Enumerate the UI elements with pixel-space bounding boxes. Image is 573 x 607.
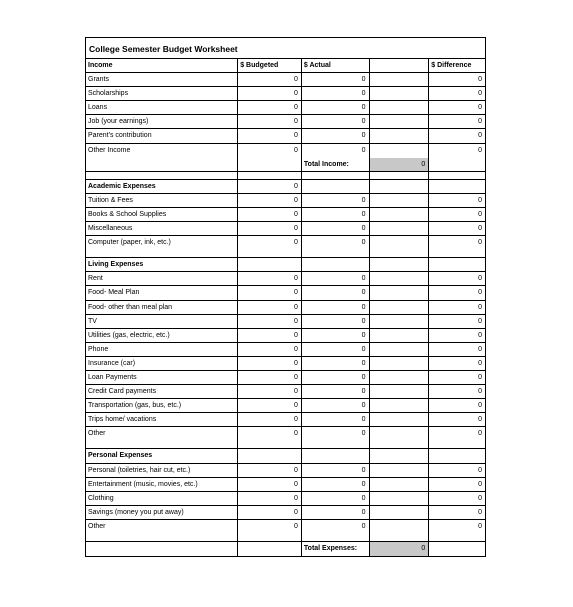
row-label: Job (your earnings) <box>86 115 238 128</box>
actual-cell[interactable]: 0 <box>302 464 370 477</box>
difference-cell: 0 <box>478 196 482 204</box>
difference-cell: 0 <box>478 416 482 424</box>
difference-cell: 0 <box>478 331 482 339</box>
budgeted-cell[interactable]: 0 <box>238 520 302 534</box>
header-row <box>86 59 485 73</box>
row-label: Rent <box>86 272 238 285</box>
blank-cell <box>370 87 430 100</box>
difference-cell: 0 <box>478 388 482 396</box>
difference-cell: 0 <box>478 494 482 502</box>
difference-cell: 0 <box>478 480 482 488</box>
difference-cell: 0 <box>478 132 482 140</box>
table-row <box>86 506 485 520</box>
total-expenses-label: Total Expenses: <box>302 542 370 556</box>
blank-cell <box>370 478 430 491</box>
blank-cell <box>370 399 430 412</box>
budgeted-cell[interactable]: 0 <box>238 236 302 250</box>
blank-cell <box>370 427 430 441</box>
difference-cell: 0 <box>478 90 482 98</box>
table-row <box>86 385 485 399</box>
difference-cell: 0 <box>478 275 482 283</box>
actual-cell[interactable]: 0 <box>302 343 370 356</box>
budgeted-cell[interactable]: 0 <box>238 87 302 100</box>
row-label: Tuition & Fees <box>86 194 238 207</box>
blank-cell <box>370 492 430 505</box>
actual-cell[interactable]: 0 <box>302 144 370 158</box>
table-row <box>86 520 485 534</box>
actual-cell[interactable]: 0 <box>302 478 370 491</box>
budgeted-cell[interactable]: 0 <box>238 399 302 412</box>
difference-cell: 0 <box>478 345 482 353</box>
actual-cell[interactable]: 0 <box>302 385 370 398</box>
difference-cell: 0 <box>478 359 482 367</box>
table-row <box>86 315 485 329</box>
difference-cell: 0 <box>478 303 482 311</box>
total-income-value[interactable]: 0 <box>370 158 430 171</box>
blank-cell <box>370 413 430 426</box>
difference-cell: 0 <box>478 402 482 410</box>
actual-cell[interactable]: 0 <box>302 371 370 384</box>
table-row <box>86 115 485 129</box>
difference-cell: 0 <box>478 239 482 247</box>
spacer-row <box>86 250 485 258</box>
header-actual: $ Actual <box>302 59 370 72</box>
row-label: Personal (toiletries, hair cut, etc.) <box>86 464 238 477</box>
living-heading-row <box>86 258 485 272</box>
row-label: Miscellaneous <box>86 222 238 235</box>
table-row <box>86 301 485 315</box>
row-label: Clothing <box>86 492 238 505</box>
actual-cell[interactable]: 0 <box>302 73 370 86</box>
budgeted-cell[interactable]: 0 <box>238 506 302 519</box>
blank-cell <box>370 357 430 370</box>
row-label: Savings (money you put away) <box>86 506 238 519</box>
actual-cell[interactable]: 0 <box>302 286 370 299</box>
blank-cell <box>370 129 430 142</box>
difference-cell: 0 <box>478 508 482 516</box>
blank-cell <box>370 101 430 114</box>
table-row <box>86 413 485 427</box>
budgeted-cell[interactable]: 0 <box>238 272 302 285</box>
spacer-row <box>86 441 485 449</box>
difference-cell: 0 <box>478 466 482 474</box>
row-label: Credit Card payments <box>86 385 238 398</box>
row-label: Food- Meal Plan <box>86 286 238 299</box>
table-row <box>86 399 485 413</box>
table-row <box>86 272 485 286</box>
table-row <box>86 478 485 492</box>
budgeted-cell[interactable]: 0 <box>238 357 302 370</box>
table-row <box>86 208 485 222</box>
row-label: Entertainment (music, movies, etc.) <box>86 478 238 491</box>
budgeted-cell[interactable]: 0 <box>238 144 302 158</box>
row-label: Books & School Supplies <box>86 208 238 221</box>
total-expenses-value[interactable]: 0 <box>370 542 430 556</box>
budget-worksheet <box>85 37 486 557</box>
actual-cell[interactable]: 0 <box>302 129 370 142</box>
row-label: Utilities (gas, electric, etc.) <box>86 329 238 342</box>
blank-cell <box>370 73 430 86</box>
budgeted-cell[interactable]: 0 <box>238 329 302 342</box>
table-row <box>86 222 485 236</box>
actual-cell[interactable]: 0 <box>302 236 370 250</box>
budgeted-cell[interactable]: 0 <box>238 115 302 128</box>
blank-cell <box>370 208 430 221</box>
actual-cell[interactable]: 0 <box>302 272 370 285</box>
row-label: Insurance (car) <box>86 357 238 370</box>
budgeted-cell[interactable]: 0 <box>238 413 302 426</box>
actual-cell[interactable]: 0 <box>302 208 370 221</box>
actual-cell[interactable]: 0 <box>302 301 370 314</box>
blank-cell <box>370 520 430 534</box>
blank-cell <box>370 371 430 384</box>
difference-cell: 0 <box>478 225 482 233</box>
actual-cell[interactable]: 0 <box>302 492 370 505</box>
budgeted-cell[interactable]: 0 <box>238 194 302 207</box>
budgeted-cell[interactable]: 0 <box>238 385 302 398</box>
table-row <box>86 286 485 300</box>
row-label: Trips home/ vacations <box>86 413 238 426</box>
budgeted-cell[interactable]: 0 <box>238 371 302 384</box>
table-row <box>86 73 485 87</box>
header-budgeted: $ Budgeted <box>238 59 302 72</box>
table-row <box>86 464 485 478</box>
blank-cell <box>370 115 430 128</box>
budgeted-cell[interactable]: 0 <box>238 301 302 314</box>
total-income-label: Total Income: <box>302 158 370 171</box>
table-row <box>86 427 485 441</box>
table-row <box>86 87 485 101</box>
budgeted-cell[interactable]: 0 <box>238 73 302 86</box>
difference-cell: 0 <box>478 76 482 84</box>
budgeted-cell[interactable]: 0 <box>238 492 302 505</box>
blank-cell <box>370 272 430 285</box>
table-row <box>86 492 485 506</box>
actual-cell[interactable]: 0 <box>302 413 370 426</box>
budgeted-cell[interactable]: 0 <box>238 343 302 356</box>
total-expenses-row <box>86 542 485 556</box>
budgeted-cell[interactable]: 0 <box>238 427 302 441</box>
actual-cell[interactable]: 0 <box>302 87 370 100</box>
actual-cell[interactable]: 0 <box>302 506 370 519</box>
row-label: Parent's contribution <box>86 129 238 142</box>
blank-cell <box>370 315 430 328</box>
row-label: Loans <box>86 101 238 114</box>
header-difference: $ Difference <box>431 62 472 69</box>
blank-cell <box>370 343 430 356</box>
personal-heading: Personal Expenses <box>86 449 238 462</box>
budgeted-cell[interactable]: 0 <box>238 464 302 477</box>
blank-cell <box>370 464 430 477</box>
actual-cell[interactable]: 0 <box>302 194 370 207</box>
actual-cell[interactable]: 0 <box>302 222 370 235</box>
personal-heading-row <box>86 449 485 463</box>
actual-cell[interactable]: 0 <box>302 427 370 441</box>
blank-cell <box>370 506 430 519</box>
row-label: Food- other than meal plan <box>86 301 238 314</box>
actual-cell[interactable]: 0 <box>302 357 370 370</box>
table-row <box>86 129 485 143</box>
budgeted-cell[interactable]: 0 <box>238 101 302 114</box>
table-row <box>86 343 485 357</box>
budgeted-cell[interactable]: 0 <box>238 286 302 299</box>
budgeted-cell[interactable]: 0 <box>238 129 302 142</box>
blank-cell <box>370 385 430 398</box>
difference-cell: 0 <box>478 289 482 297</box>
actual-cell[interactable]: 0 <box>302 315 370 328</box>
difference-cell: 0 <box>478 146 482 154</box>
actual-cell[interactable]: 0 <box>302 101 370 114</box>
row-label: Other <box>86 427 238 441</box>
actual-cell[interactable]: 0 <box>302 399 370 412</box>
row-label: Other Income <box>86 144 238 158</box>
row-label: Transportation (gas, bus, etc.) <box>86 399 238 412</box>
difference-cell: 0 <box>478 104 482 112</box>
table-row <box>86 194 485 208</box>
blank-cell <box>370 301 430 314</box>
budgeted-cell[interactable]: 0 <box>238 315 302 328</box>
academic-heading-row <box>86 180 485 194</box>
total-income-row <box>86 158 485 172</box>
table-row <box>86 101 485 115</box>
blank-cell <box>370 329 430 342</box>
table-row <box>86 357 485 371</box>
budgeted-cell[interactable]: 0 <box>238 222 302 235</box>
academic-heading: Academic Expenses <box>86 180 238 193</box>
actual-cell[interactable]: 0 <box>302 520 370 534</box>
header-income: Income <box>86 59 238 72</box>
difference-cell: 0 <box>478 522 482 530</box>
table-row <box>86 236 485 250</box>
difference-cell: 0 <box>478 210 482 218</box>
row-label: Loan Payments <box>86 371 238 384</box>
difference-cell: 0 <box>478 317 482 325</box>
difference-cell: 0 <box>478 118 482 126</box>
worksheet-title: College Semester Budget Worksheet <box>86 38 485 59</box>
living-heading: Living Expenses <box>86 258 238 271</box>
blank-cell <box>370 144 430 158</box>
spacer-row <box>86 534 485 542</box>
blank-cell <box>370 194 430 207</box>
academic-heading-value[interactable]: 0 <box>238 180 302 193</box>
budgeted-cell[interactable]: 0 <box>238 208 302 221</box>
actual-cell[interactable]: 0 <box>302 115 370 128</box>
table-row <box>86 329 485 343</box>
table-row <box>86 371 485 385</box>
row-label: Scholarships <box>86 87 238 100</box>
blank-cell <box>370 222 430 235</box>
difference-cell: 0 <box>478 373 482 381</box>
header-blank <box>370 59 430 72</box>
spacer-row <box>86 172 485 180</box>
row-label: TV <box>86 315 238 328</box>
blank-cell <box>370 236 430 250</box>
blank-cell <box>370 286 430 299</box>
row-label: Phone <box>86 343 238 356</box>
row-label: Computer (paper, ink, etc.) <box>86 236 238 250</box>
row-label: Grants <box>86 73 238 86</box>
row-label: Other <box>86 520 238 534</box>
budgeted-cell[interactable]: 0 <box>238 478 302 491</box>
table-row <box>86 144 485 158</box>
difference-cell: 0 <box>478 430 482 438</box>
actual-cell[interactable]: 0 <box>302 329 370 342</box>
